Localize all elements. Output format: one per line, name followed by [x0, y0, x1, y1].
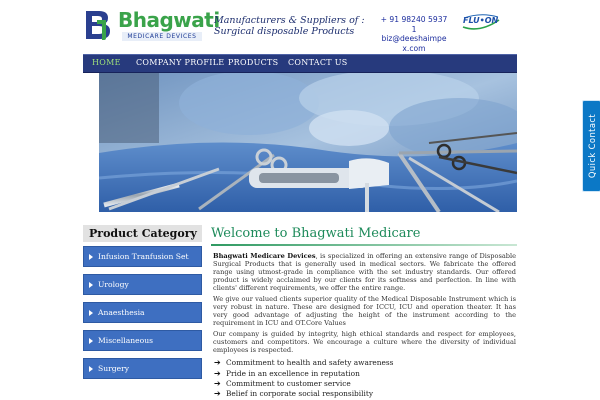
partner-logo — [460, 14, 502, 30]
product-category-title: Product Category — [83, 225, 202, 242]
phone-number[interactable]: + 91 98240 59371 — [380, 15, 448, 34]
welcome-heading: Welcome to Bhagwati Medicare — [211, 226, 421, 241]
category-surgery[interactable] — [83, 358, 202, 379]
value-bullet — [214, 358, 393, 367]
quick-contact-tab[interactable] — [582, 100, 600, 192]
bullet-text: Commitment to customer service — [226, 379, 351, 388]
logo-subtitle-box — [122, 32, 202, 41]
arrow-right-icon — [89, 366, 93, 372]
tagline-line-1: Manufacturers & Suppliers of : — [214, 15, 365, 26]
email-link[interactable]: biz@deeshaimpex.com — [381, 34, 447, 53]
category-infusion-tranfusion-set[interactable] — [83, 246, 202, 267]
value-bullet — [214, 379, 351, 388]
logo-name: Bhagwati — [118, 8, 220, 32]
arrow-bullet-icon: ➔ — [214, 369, 221, 378]
category-label: Urology — [98, 280, 129, 289]
company-logo[interactable] — [84, 8, 220, 42]
arrow-right-icon — [89, 338, 93, 344]
value-bullet — [214, 389, 373, 398]
intro-paragraph-text: , is specialized in offering an extensive range of Disposable Surgical Products that is generally used in medical sectors. We fabricate the offered range using utmost-grade in compliance with the set industry standards. Our offered product is widely acclaimed by our clients for its softness and perfection. In line with clients' different requirements, we offer the entire range. — [213, 252, 517, 293]
bullet-text: Commitment to health and safety awareness — [226, 358, 394, 367]
main-nav — [83, 54, 517, 73]
arrow-bullet-icon: ➔ — [214, 358, 221, 367]
header-contact — [380, 15, 448, 53]
company-name-bold: Bhagwati Medicare Devices — [213, 252, 316, 260]
logo-subtitle: MEDICARE DEVICES — [127, 33, 197, 40]
intro-paragraph — [213, 252, 516, 292]
nav-home[interactable]: HOME — [92, 58, 121, 67]
bullet-text: Belief in corporate social responsibility — [226, 389, 374, 398]
hero-banner-image — [99, 73, 517, 212]
category-label: Anaesthesia — [98, 308, 145, 317]
arrow-bullet-icon: ➔ — [214, 379, 221, 388]
nav-company-profile[interactable]: COMPANY PROFILE — [136, 58, 225, 67]
arrow-bullet-icon: ➔ — [214, 389, 221, 398]
tagline-line-2: Surgical disposable Products — [214, 26, 355, 37]
category-label: Infusion Tranfusion Set — [98, 252, 189, 261]
quick-contact-label: Quick Contact — [586, 113, 597, 179]
arrow-right-icon — [89, 282, 93, 288]
value-bullet — [214, 369, 360, 378]
category-label: Surgery — [98, 364, 129, 373]
quality-paragraph: We give our valued clients superior quality of the Medical Disposable Instrument which is very robust in nature. These are designed for ICCU, ICU and operation theater. It has very good advantage of adjusting the height of the instrument according to the requirement in ICU and OT.Core Values — [213, 295, 516, 328]
arrow-right-icon — [89, 254, 93, 260]
category-miscellaneous[interactable] — [83, 330, 202, 351]
nav-contact-us[interactable]: CONTACT US — [288, 58, 348, 67]
category-anaesthesia[interactable] — [83, 302, 202, 323]
arrow-right-icon — [89, 310, 93, 316]
heading-divider — [211, 244, 517, 246]
partner-logo-text: FLU•ON — [463, 16, 499, 25]
tagline — [214, 15, 365, 37]
category-label: Miscellaneous — [98, 336, 153, 345]
values-paragraph: Our company is guided by integrity, high ethical standards and respect for employees, customers and competitors. We encourage a culture where the diversity of individual employees is respected. — [213, 330, 516, 355]
bullet-text: Pride in an excellence in reputation — [226, 369, 360, 378]
logo-mark-icon — [84, 8, 116, 40]
nav-products[interactable]: PRODUCTS — [228, 58, 279, 67]
category-urology[interactable] — [83, 274, 202, 295]
surgical-instruments-photo — [99, 73, 517, 212]
